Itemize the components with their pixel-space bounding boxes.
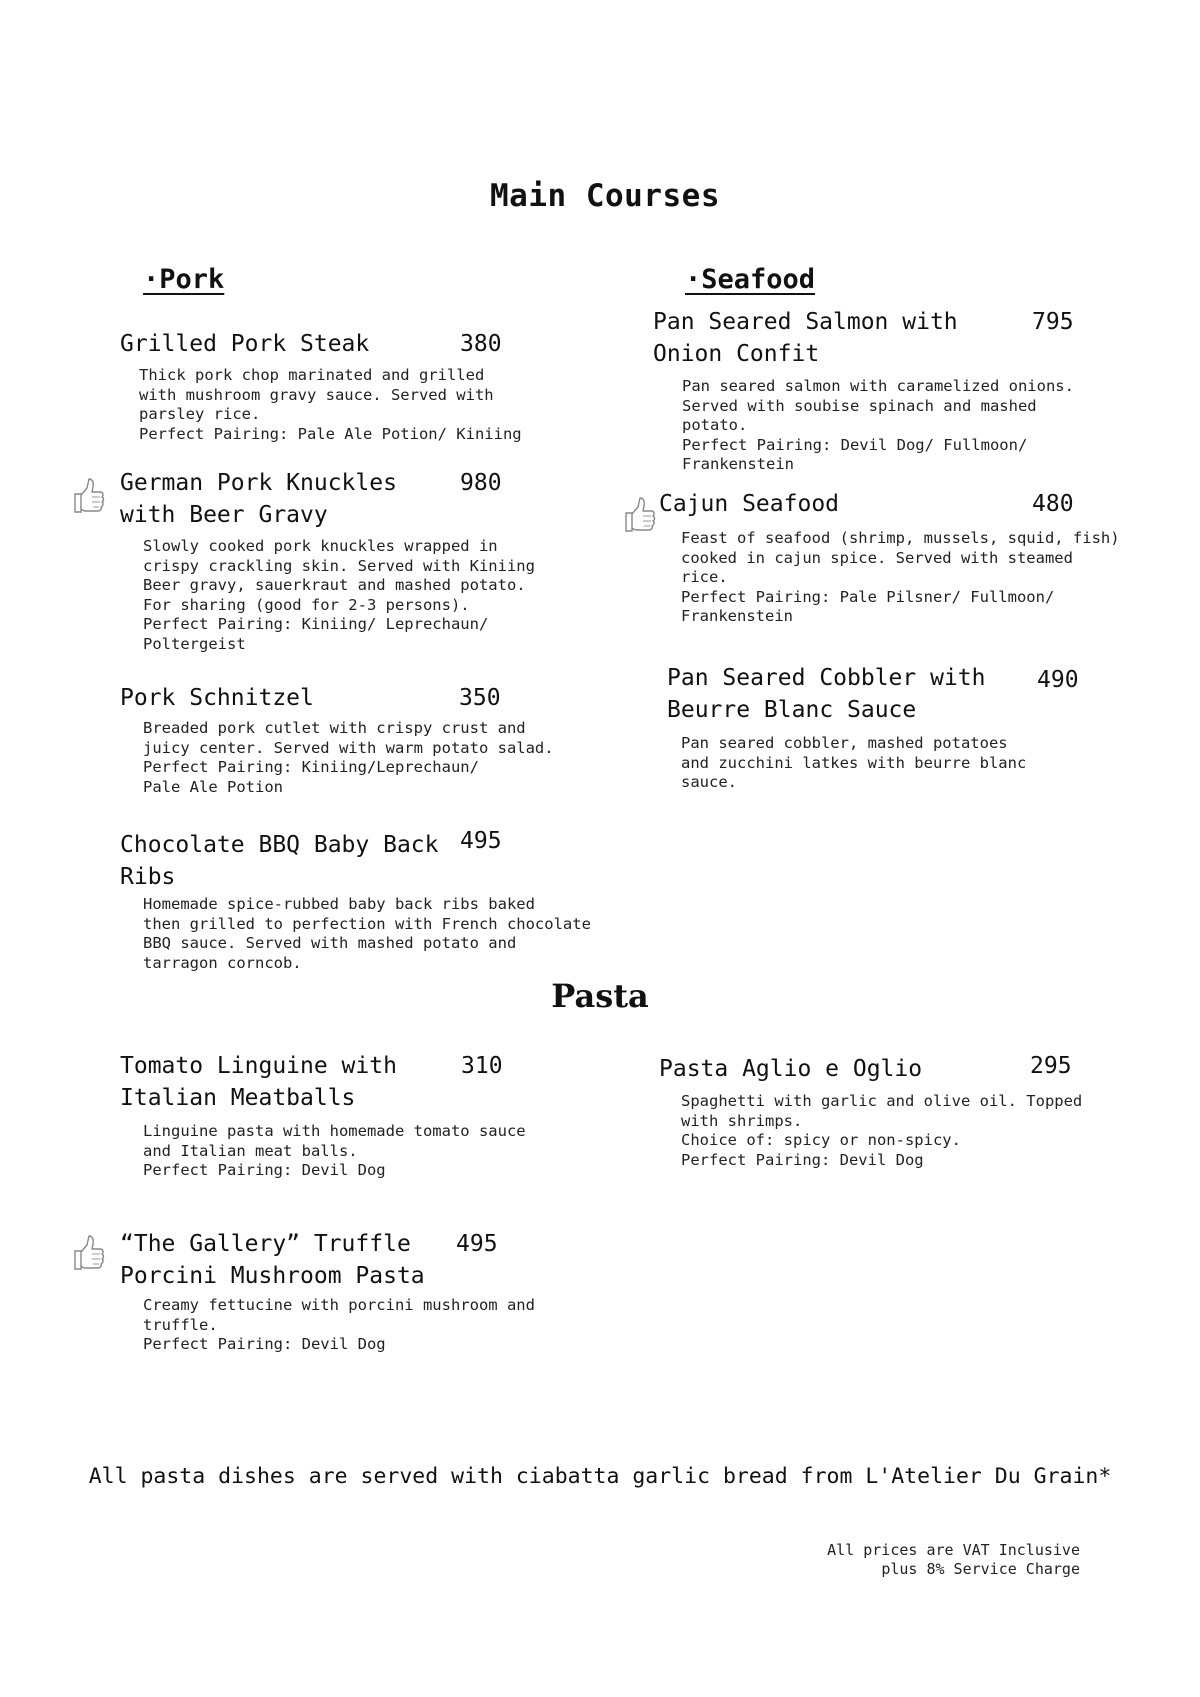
item-price: 795	[1032, 309, 1074, 335]
item-description: Linguine pasta with homemade tomato sauce and Italian meat balls. Perfect Pairing: Devil Dog	[143, 1122, 526, 1179]
item-price: 350	[459, 685, 501, 711]
item-name: Tomato Linguine with Italian Meatballs	[120, 1053, 397, 1111]
section-heading-pasta: Pasta	[551, 977, 649, 1015]
item-description: Pan seared cobbler, mashed potatoes and zucchini latkes with beurre blanc sauce.	[681, 734, 1027, 791]
item-price: 980	[460, 470, 502, 496]
thumbs-up-icon	[622, 495, 656, 535]
item-name: Pasta Aglio e Oglio	[659, 1056, 923, 1082]
item-name: Pan Seared Salmon with Onion Confit	[653, 309, 958, 367]
item-description: Homemade spice-rubbed baby back ribs baked then grilled to perfection with French chocolate BBQ sauce. Served with mashed potato and tarragon corncob.	[143, 895, 591, 972]
thumbs-up-icon	[71, 476, 105, 516]
item-price: 310	[461, 1053, 503, 1079]
page-title: Main Courses	[490, 178, 720, 214]
item-description: Breaded pork cutlet with crispy crust and juicy center. Served with warm potato salad. Perfect Pairing: Kiniing/Leprechaun/ Pale Ale Potion	[143, 719, 554, 796]
item-price: 490	[1037, 667, 1079, 693]
item-description: Thick pork chop marinated and grilled with mushroom gravy sauce. Served with parsley rice. Perfect Pairing: Pale Ale Potion/ Kiniing	[139, 366, 522, 443]
item-price: 495	[460, 828, 502, 854]
item-description: Spaghetti with garlic and olive oil. Topped with shrimps. Choice of: spicy or non-spicy. Perfect Pairing: Devil Dog	[681, 1092, 1083, 1169]
item-name: Pan Seared Cobbler with Beurre Blanc Sauce	[667, 665, 986, 723]
item-price: 480	[1032, 491, 1074, 517]
item-description: Feast of seafood (shrimp, mussels, squid, fish) cooked in cajun spice. Served with steamed rice. Perfect Pairing: Pale Pilsner/ Fullmoon/ Frankenstein	[681, 529, 1120, 625]
thumbs-up-icon	[71, 1233, 105, 1273]
item-name: Chocolate BBQ Baby Back Ribs	[120, 832, 439, 890]
item-name: “The Gallery” Truffle Porcini Mushroom Pasta	[120, 1231, 425, 1289]
section-heading-pork: ·Pork	[143, 264, 225, 295]
item-description: Slowly cooked pork knuckles wrapped in crispy crackling skin. Served with Kiniing Beer gravy, sauerkraut and mashed potato. For sharing (good for 2-3 persons). Perfect Pairing: Kiniing/ Leprechaun/ Poltergeist	[143, 537, 535, 653]
item-price: 295	[1030, 1053, 1072, 1079]
item-price: 495	[456, 1231, 498, 1257]
item-name: Grilled Pork Steak	[120, 331, 370, 357]
item-name: Cajun Seafood	[659, 491, 840, 517]
pasta-bread-note: All pasta dishes are served with ciabatta garlic bread from L'Atelier Du Grain*	[88, 1464, 1112, 1489]
item-description: Pan seared salmon with caramelized onions. Served with soubise spinach and mashed potato. Perfect Pairing: Devil Dog/ Fullmoon/ Frankenstein	[682, 377, 1074, 473]
item-name: German Pork Knuckles with Beer Gravy	[120, 470, 397, 528]
item-price: 380	[460, 331, 502, 357]
item-description: Creamy fettucine with porcini mushroom and truffle. Perfect Pairing: Devil Dog	[143, 1296, 535, 1353]
vat-note: All prices are VAT Inclusive plus 8% Service Charge	[827, 1541, 1080, 1578]
item-name: Pork Schnitzel	[120, 685, 314, 711]
section-heading-seafood: ·Seafood	[685, 264, 816, 295]
